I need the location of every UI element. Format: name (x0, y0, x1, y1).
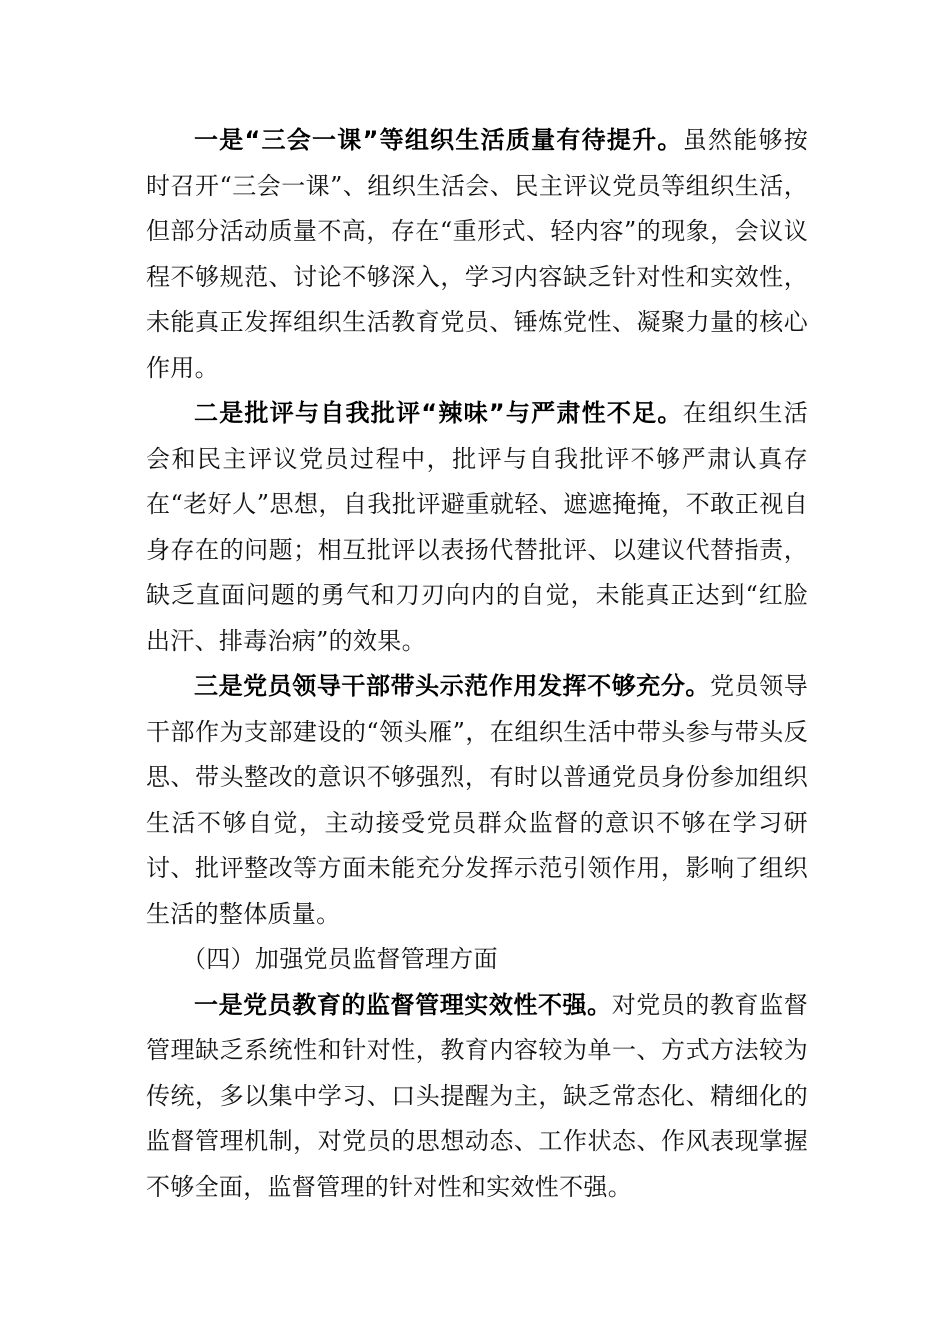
paragraph-leadership-example (146, 664, 808, 937)
paragraph-text: 对党员的教育监督管理缺乏系统性和针对性，教育内容较为单一、方式方法较为传统，多以集中学习、口头提醒为主，缺乏常态化、精细化的监督管理机制，对党员的思想动态、工作状态、作风表现掌握不够全面，监督管理的针对性和实效性不强。 (146, 990, 808, 1201)
section-heading: （四）加强党员监督管理方面 (182, 945, 498, 973)
paragraph-lead: 一是党员教育的监督管理实效性不强。 (194, 990, 612, 1019)
paragraph-criticism-self-criticism (146, 391, 808, 664)
paragraph-lead: 一是“三会一课”等组织生活质量有待提升。 (194, 126, 683, 154)
paragraph-text: 党员领导干部作为支部建设的“领头雁”，在组织生活中带头参与带头反思、带头整改的意识不够强烈，有时以普通党员身份参加组织生活不够自觉，主动接受党员群众监督的意识不够在学习研讨、批评整改等方面未能充分发挥示范引领作用，影响了组织生活的整体质量。 (146, 672, 808, 928)
paragraph-lead: 三是党员领导干部带头示范作用发挥不够充分。 (194, 672, 710, 700)
paragraph-text: 虽然能够按时召开“三会一课”、组织生活会、民主评议党员等组织生活，但部分活动质量不高，存在“重形式、轻内容”的现象，会议议程不够规范、讨论不够深入，学习内容缺乏针对性和实效性，未能真正发挥组织生活教育党员、锤炼党性、凝聚力量的核心作用。 (146, 126, 809, 382)
paragraph-member-supervision (146, 983, 808, 1211)
document-body (146, 118, 808, 1210)
paragraph-text: 在组织生活会和民主评议党员过程中，批评与自我批评不够严肃认真存在“老好人”思想，自我批评避重就轻、遮遮掩掩，不敢正视自身存在的问题；相互批评以表扬代替批评、以建议代替指责，缺乏直面问题的勇气和刀刃向内的自觉，未能真正达到“红脸出汗、排毒治病”的效果。 (146, 399, 809, 655)
paragraph-organizational-life-quality (146, 118, 808, 391)
paragraph-lead: 二是批评与自我批评“辣味”与严肃性不足。 (194, 399, 683, 427)
